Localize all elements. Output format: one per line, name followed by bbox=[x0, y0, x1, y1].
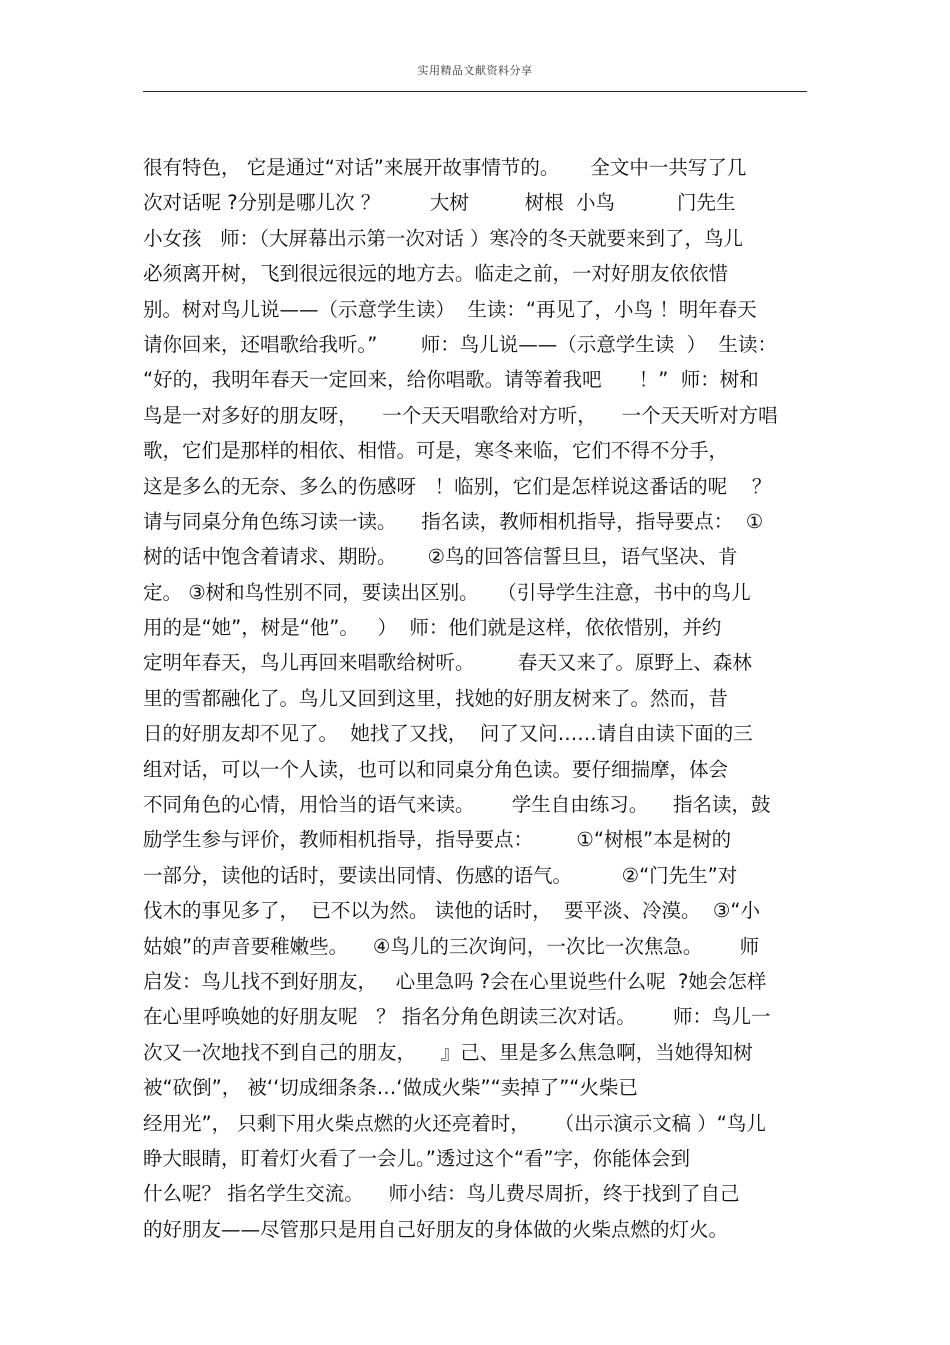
body-text-line: 次又一次地找不到自己的朋友， 』己、里是多么焦急啊，当她得知树 bbox=[143, 1040, 753, 1064]
body-text-line: 小女孩 师：（大屏幕出示第一次对话 ）寒冷的冬天就要来到了，鸟儿 bbox=[143, 226, 744, 250]
body-text-line: 树的话中饱含着请求、期盼。 ②鸟的回答信誓旦旦，语气坚决、肯 bbox=[143, 545, 738, 569]
page-header: 实用精品文献资料分享 bbox=[417, 64, 533, 77]
header-divider bbox=[143, 91, 807, 92]
body-text-line: 什么呢？ 指名学生交流。 师小结：鸟儿费尽周折，终于找到了自己 bbox=[143, 1182, 740, 1206]
body-text-line: 次对话呢 ?分别是哪儿次 ？ 大树 树根 小鸟 门先生 bbox=[143, 191, 736, 215]
body-text-line: 别。树对鸟儿说——（示意学生读） 生读：“再见了，小鸟 ！明年春天 bbox=[143, 297, 757, 321]
body-text-line: 睁大眼睛，盯着灯火看了一会儿。”透过这个“看”字，你能体会到 bbox=[143, 1146, 691, 1170]
body-text-line: 必须离开树，飞到很远很远的地方去。临走之前，一对好朋友依依惜 bbox=[143, 262, 729, 286]
body-text-line: “好的，我明年春天一定回来，给你唱歌。请等着我吧 ！” 师：树和 bbox=[143, 368, 759, 392]
body-text-line: 启发：鸟儿找不到好朋友， 心里急吗 ?会在心里说些什么呢 ?她会怎样 bbox=[143, 969, 767, 993]
body-text-line: 组对话，可以一个人读，也可以和同桌分角色读。要仔细揣摩，体会 bbox=[143, 757, 729, 781]
body-text-line: 这是多么的无奈、多么的伤感呀 ！临别，它们是怎样说这番话的呢 ？ bbox=[143, 474, 772, 498]
body-text-line: 被“砍倒”， 被‘‘切成细条条…‘做成火柴”“卖掉了”“火柴已 bbox=[143, 1076, 638, 1100]
body-text-line: 定明年春天，鸟儿再回来唱歌给树听。 春天又来了。原野上、森林 bbox=[143, 651, 752, 675]
body-text-line: 经用光”， 只剩下用火柴点燃的火还亮着时， （出示演示文稿 ）“鸟儿 bbox=[143, 1111, 766, 1135]
body-text-line: 里的雪都融化了。鸟儿又回到这里，找她的好朋友树来了。然而，昔 bbox=[143, 686, 729, 710]
body-text-line: 请你回来，还唱歌给我听。” 师：鸟儿说——（示意学生读 ） 生读： bbox=[143, 332, 778, 356]
body-text-line: 姑娘”的声音要稚嫩些。 ④鸟儿的三次询问，一次比一次焦急。 师 bbox=[143, 934, 760, 958]
body-text-line: 用的是“她”，树是“他”。 ） 师：他们就是这样，依依惜别，并约 bbox=[143, 616, 722, 640]
body-text-line: 很有特色， 它是通过“对话”来展开故事情节的。 全文中一共写了几 bbox=[143, 156, 747, 179]
body-text-line: 请与同桌分角色练习读一读。 指名读，教师相机指导，指导要点： ① bbox=[143, 509, 764, 533]
body-text-line: 歌，它们是那样的相依、相惜。可是，寒冬来临，它们不得不分手， bbox=[143, 439, 729, 463]
body-text-line: 的好朋友——尽管那只是用自己好朋友的身体做的火柴点燃的灯火。 bbox=[143, 1217, 729, 1241]
body-text-line: 日的好朋友却不见了。 她找了又找， 问了又问……请自由读下面的三 bbox=[143, 722, 753, 746]
body-text-line: 不同角色的心情，用恰当的语气来读。 学生自由练习。 指名读，鼓 bbox=[143, 793, 771, 817]
body-text-line: 励学生参与评价，教师相机指导，指导要点： ①“树根”本是树的 bbox=[143, 828, 732, 852]
body-text-line: 定。 ③树和鸟性别不同，要读出区别。 （引导学生注意，书中的鸟儿 bbox=[143, 580, 751, 604]
body-text-line: 伐木的事见多了， 已不以为然。 读他的话时， 要平淡、冷漠。 ③“小 bbox=[143, 899, 760, 923]
document-body bbox=[143, 150, 811, 1247]
body-text-line: 一部分，读他的话时，要读出同情、伤感的语气。 ②“门先生”对 bbox=[143, 863, 738, 887]
body-text-line: 在心里呼唤她的好朋友呢 ？ 指名分角色朗读三次对话。 师：鸟儿一 bbox=[143, 1005, 771, 1029]
body-text-line: 鸟是一对多好的朋友呀， 一个天天唱歌给对方听， 一个天天听对方唱 bbox=[143, 403, 778, 427]
